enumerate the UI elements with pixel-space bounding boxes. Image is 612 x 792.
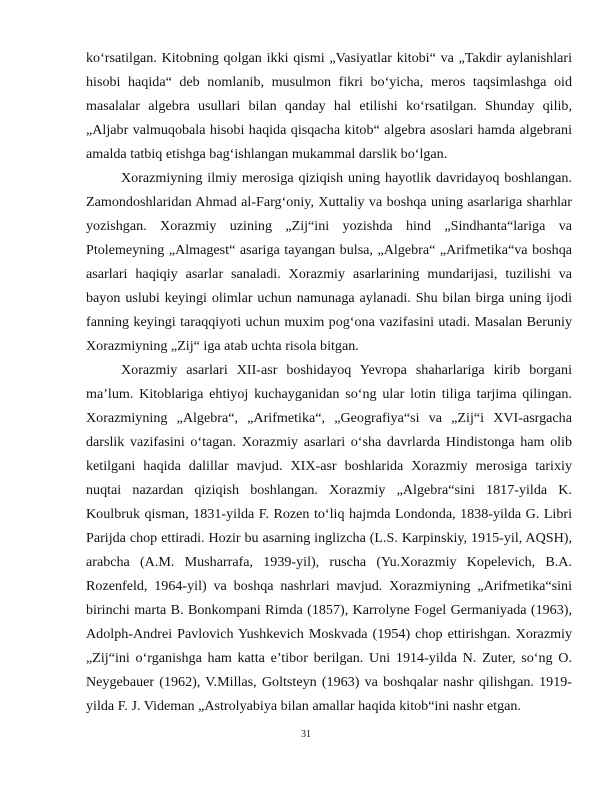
page-number: 31 [301,729,311,740]
paragraph-scholarly-legacy: Xorazmiyning ilmiy merosiga qiziqish uning hayotlik davridayoq boshlangan. Zamondoshlaridan Ahmad al-Farg‘oniy, Xuttaliy va boshqa uning asarlariga sharhlar yozishgan. Xorazmiy uzining „Zij“ini yozishda hind „Sindhanta“lariga va Ptolemeyning „Almagest“ asariga tayangan bulsa, „Algebra“ „Arifmetika“va boshqa asarlari haqiqiy asarlar sanaladi. Xorazmiy asarlarining mundarijasi, tuzilishi va bayon uslubi keyingi olimlar uchun namunaga aylanadi. Shu bilan birga uning ijodi fanning keyingi taraqqiyoti uchun muxim pog‘ona vazifasini utadi. Masalan Beruniy Xorazmiyning „Zij“ iga atab uchta risola bitgan. [86,170,572,355]
paragraph-european-translations: Xorazmiy asarlari XII-asr boshidayoq Yevropa shaharlariga kirib borgani ma’lum. Kitoblariga ehtiyoj kuchayganidan so‘ng ular lotin tiliga tarjima qilingan. Xorazmiyning „Algebra“, „Arifmetika“, „Geografiya“si va „Zij“i XVI-asrgacha darslik vazifasini o‘tagan. Xorazmiy asarlari o‘sha davrlarda Hindistonga ham olib ketilgani haqida dalillar mavjud. XIX-asr boshlarida Xorazmiy merosiga tarixiy nuqtai nazardan qiziqish boshlangan. Xorazmiy „Algebra“sini 1817-yilda K. Koulbruk qisman, 1831-yilda F. Rozen to‘liq hajmda Londonda, 1838-yilda G. Libri Parijda chop ettiradi. Hozir bu asarning inglizcha (L.S. Karpinskiy, 1915-yil, AQSH), arabcha (A.M. Musharrafa, 1939-yil), ruscha (Yu.Xorazmiy Kopelevich, B.A. Rozenfeld, 1964-yil) va boshqa nashrlari mavjud. Xorazmiyning „Arifmetika“sini birinchi marta B. Bonkompani Rimda (1857), Karrolyne Fogel Germaniyada (1963), Adolph-Andrei Pavlovich Yushkevich Moskvada (1954) chop ettirishgan. Xorazmiy „Zij“ini o‘rganishga ham katta e’tibor berilgan. Uni 1914-yilda N. Zuter, so‘ng O. Neygebauer (1962), V.Millas, Goltsteyn (1963) va boshqalar nashr qilishgan. 1919-yilda F. J. Videman „Astrolyabiya bilan amallar haqida kitob“ini nashr etgan. [86,362,572,715]
document-page [86,46,572,718]
paragraph-continuation: ko‘rsatilgan. Kitobning qolgan ikki qismi „Vasiyatlar kitobi“ va „Takdir aylanishlari hisobi haqida“ deb nomlanib, musulmon fikri bo‘yicha, meros taqsimlashga oid masalalar algebra usullari bilan qanday hal etilishi ko‘rsatilgan. Shunday qilib, „Aljabr valmuqobala hisobi haqida qisqacha kitob“ algebra asoslari hamda algebrani amalda tatbiq etishga bag‘ishlangan mukammal darslik bo‘lgan. [86,50,572,163]
